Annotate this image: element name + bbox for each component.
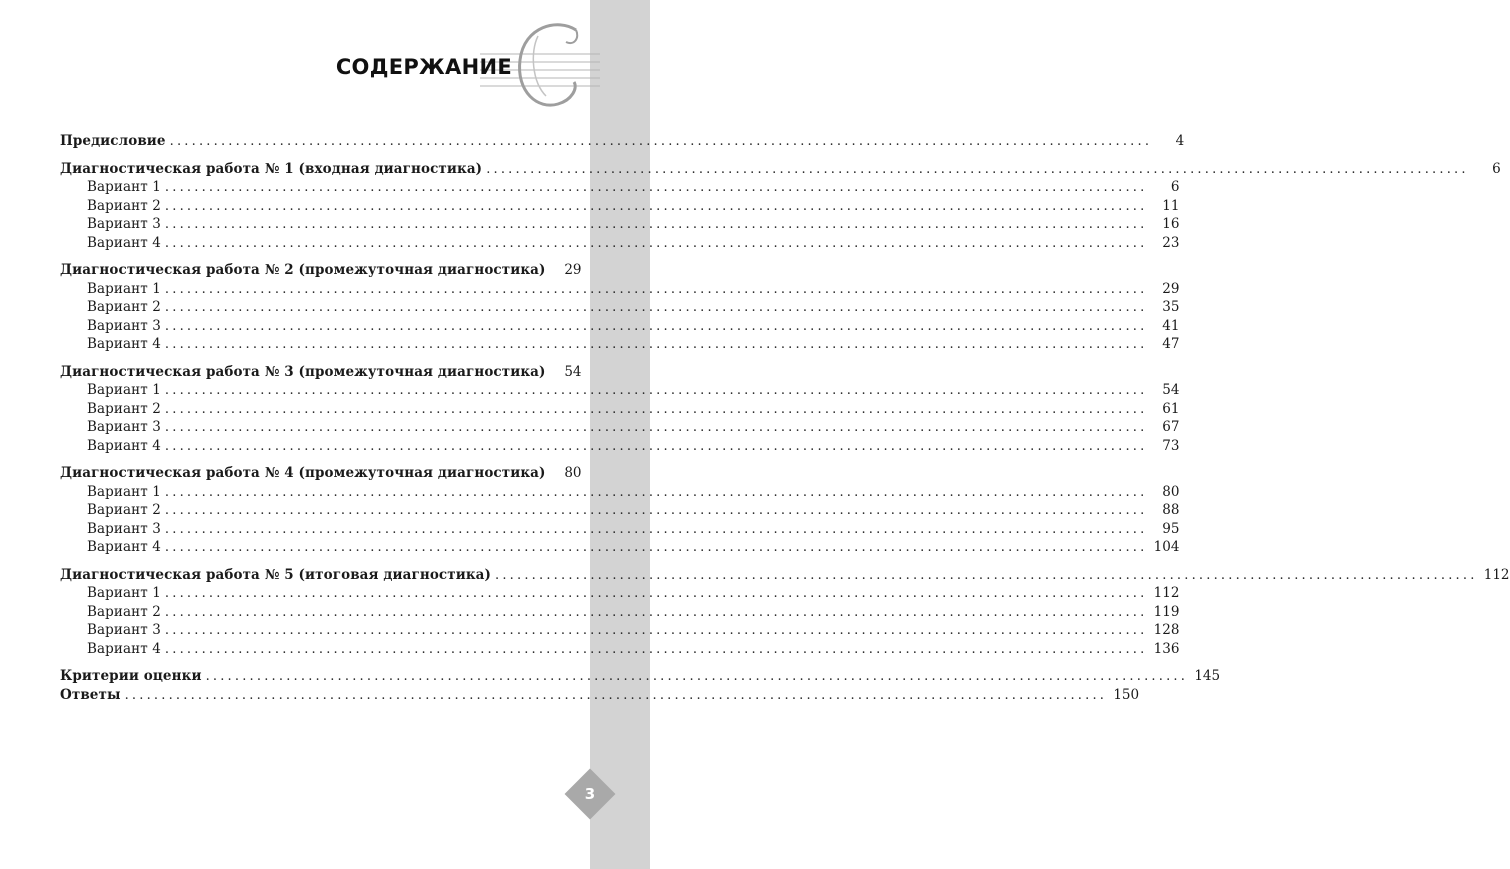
toc-entry-label: Вариант 2	[87, 299, 161, 315]
dot-leader: ......................................................................................................................................	[164, 438, 1148, 454]
toc-entry-label: Диагностическая работа № 4 (промежуточная диагностика)	[60, 465, 546, 481]
toc-entry-label: Вариант 2	[87, 502, 161, 518]
toc-entry-page: 29	[1162, 280, 1180, 297]
toc-entry-variant	[60, 418, 1180, 437]
dot-leader: ......................................................................................................................................	[164, 180, 1148, 195]
toc-entry-page: 61	[1162, 400, 1180, 417]
toc-entry-page: 11	[1162, 197, 1180, 214]
toc-entry-label: Вариант 2	[87, 603, 161, 620]
toc-entry-label: Вариант 1	[87, 179, 161, 195]
dot-leader: ......................................................................................................................................	[164, 641, 1148, 657]
page-title: СОДЕРЖАНИЕ	[335, 55, 512, 79]
toc-entry-variant	[60, 298, 1180, 317]
dot-leader: ......................................................................................................................................	[164, 281, 1148, 297]
toc-entry-label: Диагностическая работа № 3 (промежуточная диагностика)	[60, 363, 546, 380]
toc-entry-page: 23	[1162, 234, 1180, 251]
toc-group-2	[60, 261, 1180, 354]
toc-entry-page: 41	[1162, 317, 1180, 334]
toc-entry-label: Вариант 4	[87, 437, 161, 454]
toc-entry-variant	[60, 640, 1180, 659]
dot-leader: ......................................................................................................................................	[164, 521, 1148, 537]
toc-entry-variant	[60, 234, 1180, 253]
dot-leader: ......................................................................................................................................	[164, 318, 1148, 334]
toc-entry-page: 119	[1153, 603, 1180, 620]
dot-leader: ......................................................................................................................................	[164, 383, 1148, 398]
toc-entry-variant	[60, 381, 1180, 400]
toc-entry-label: Вариант 1	[87, 483, 161, 500]
toc-entry-page: 112	[1483, 566, 1510, 583]
dot-leader: ......................................................................................................................................	[164, 540, 1148, 555]
dot-leader: ......................................................................................................................................	[495, 567, 1478, 583]
toc-entry-label: Вариант 3	[87, 419, 161, 435]
toc-entry-variant	[60, 197, 1180, 216]
dot-leader: ......................................................................................................................................	[205, 669, 1189, 684]
toc-entry-variant	[60, 280, 1180, 299]
toc-entry-variant	[60, 501, 1180, 520]
toc-entry-label: Диагностическая работа № 2 (промежуточная диагностика)	[60, 262, 546, 278]
toc-entry-work-3	[60, 363, 582, 382]
toc-entry-page: 54	[564, 363, 582, 380]
dot-leader: ......................................................................................................................................	[164, 235, 1148, 251]
toc-entry-variant	[60, 538, 1180, 557]
toc-entry-label: Вариант 1	[87, 280, 161, 297]
dot-leader: ......................................................................................................................................	[169, 134, 1153, 149]
toc-entry-variant	[60, 317, 1180, 336]
dot-leader: ......................................................................................................................................	[164, 198, 1148, 214]
dot-leader: ......................................................................................................................................	[486, 161, 1469, 177]
toc-entry-work-4	[60, 464, 582, 483]
toc-entry-label: Вариант 2	[87, 197, 161, 214]
toc-entry-page: 4	[1175, 133, 1185, 149]
toc-entry-label: Вариант 3	[87, 216, 161, 232]
toc-entry-variant	[60, 215, 1180, 234]
toc-group-4	[60, 464, 1180, 557]
toc-entry-work-2	[60, 261, 582, 280]
table-of-contents	[60, 132, 1510, 704]
toc-entry-page: 6	[1170, 179, 1180, 195]
toc-entry-variant	[60, 584, 1180, 603]
toc-entry-label: Предисловие	[60, 133, 166, 149]
toc-entry-page: 73	[1162, 437, 1180, 454]
toc-entry-answers	[60, 686, 1140, 705]
toc-entry-preface	[60, 132, 1185, 151]
toc-entry-page: 150	[1113, 686, 1140, 703]
toc-entry-work-5	[60, 566, 1510, 585]
toc-entry-criteria	[60, 667, 1221, 686]
toc-entry-variant	[60, 335, 1180, 354]
toc-group-3	[60, 363, 1180, 456]
toc-entry-label: Вариант 4	[87, 539, 161, 555]
toc-entry-variant	[60, 400, 1180, 419]
dot-leader: ......................................................................................................................................	[164, 300, 1148, 315]
toc-entry-page: 95	[1162, 520, 1180, 537]
dot-leader: ......................................................................................................................................	[164, 420, 1148, 435]
toc-entry-page: 88	[1162, 502, 1180, 518]
toc-entry-page: 128	[1153, 622, 1180, 638]
toc-entry-page: 6	[1492, 160, 1501, 177]
toc-entry-label: Вариант 3	[87, 520, 161, 537]
dot-leader: ......................................................................................................................................	[124, 687, 1108, 703]
dot-leader: ......................................................................................................................................	[164, 217, 1148, 232]
dot-leader: ......................................................................................................................................	[164, 401, 1148, 417]
toc-entry-label: Вариант 1	[87, 585, 161, 601]
toc-entry-label: Вариант 4	[87, 234, 161, 251]
toc-entry-page: 35	[1162, 299, 1180, 315]
toc-entry-page: 16	[1162, 216, 1180, 232]
toc-entry-page: 54	[1162, 382, 1180, 398]
toc-entry-page: 112	[1153, 585, 1180, 601]
toc-entry-variant	[60, 603, 1180, 622]
dot-leader: ......................................................................................................................................	[164, 484, 1148, 500]
toc-entry-label: Диагностическая работа № 5 (итоговая диагностика)	[60, 566, 491, 583]
dot-leader: ......................................................................................................................................	[164, 604, 1148, 620]
toc-entry-label: Вариант 1	[87, 382, 161, 398]
toc-entry-page: 67	[1162, 419, 1180, 435]
toc-entry-label: Вариант 4	[87, 640, 161, 657]
toc-entry-work-1	[60, 160, 1501, 179]
toc-entry-page: 80	[564, 465, 582, 481]
toc-entry-variant	[60, 437, 1180, 456]
toc-entry-variant	[60, 483, 1180, 502]
toc-entry-variant	[60, 621, 1180, 640]
toc-entry-page: 145	[1194, 668, 1221, 684]
toc-entry-page: 136	[1153, 640, 1180, 657]
page-number: 3	[584, 785, 596, 803]
toc-group-5	[60, 566, 1510, 659]
toc-entry-label: Ответы	[60, 686, 121, 703]
toc-entry-page: 47	[1162, 336, 1180, 352]
toc-entry-label: Вариант 4	[87, 336, 161, 352]
dot-leader: ......................................................................................................................................	[164, 503, 1148, 518]
toc-entry-variant	[60, 520, 1180, 539]
toc-entry-page: 80	[1162, 483, 1180, 500]
toc-group-1	[60, 160, 1501, 253]
toc-entry-label: Вариант 3	[87, 317, 161, 334]
toc-entry-page: 104	[1153, 539, 1180, 555]
toc-entry-label: Диагностическая работа № 1 (входная диагностика)	[60, 160, 483, 177]
toc-entry-variant	[60, 178, 1180, 197]
dot-leader: ......................................................................................................................................	[164, 623, 1148, 638]
toc-entry-page: 29	[564, 262, 582, 278]
toc-entry-label: Вариант 2	[87, 400, 161, 417]
toc-entry-label: Критерии оценки	[60, 668, 202, 684]
dot-leader: ......................................................................................................................................	[164, 337, 1148, 352]
toc-entry-label: Вариант 3	[87, 622, 161, 638]
dot-leader: ......................................................................................................................................	[164, 586, 1148, 601]
